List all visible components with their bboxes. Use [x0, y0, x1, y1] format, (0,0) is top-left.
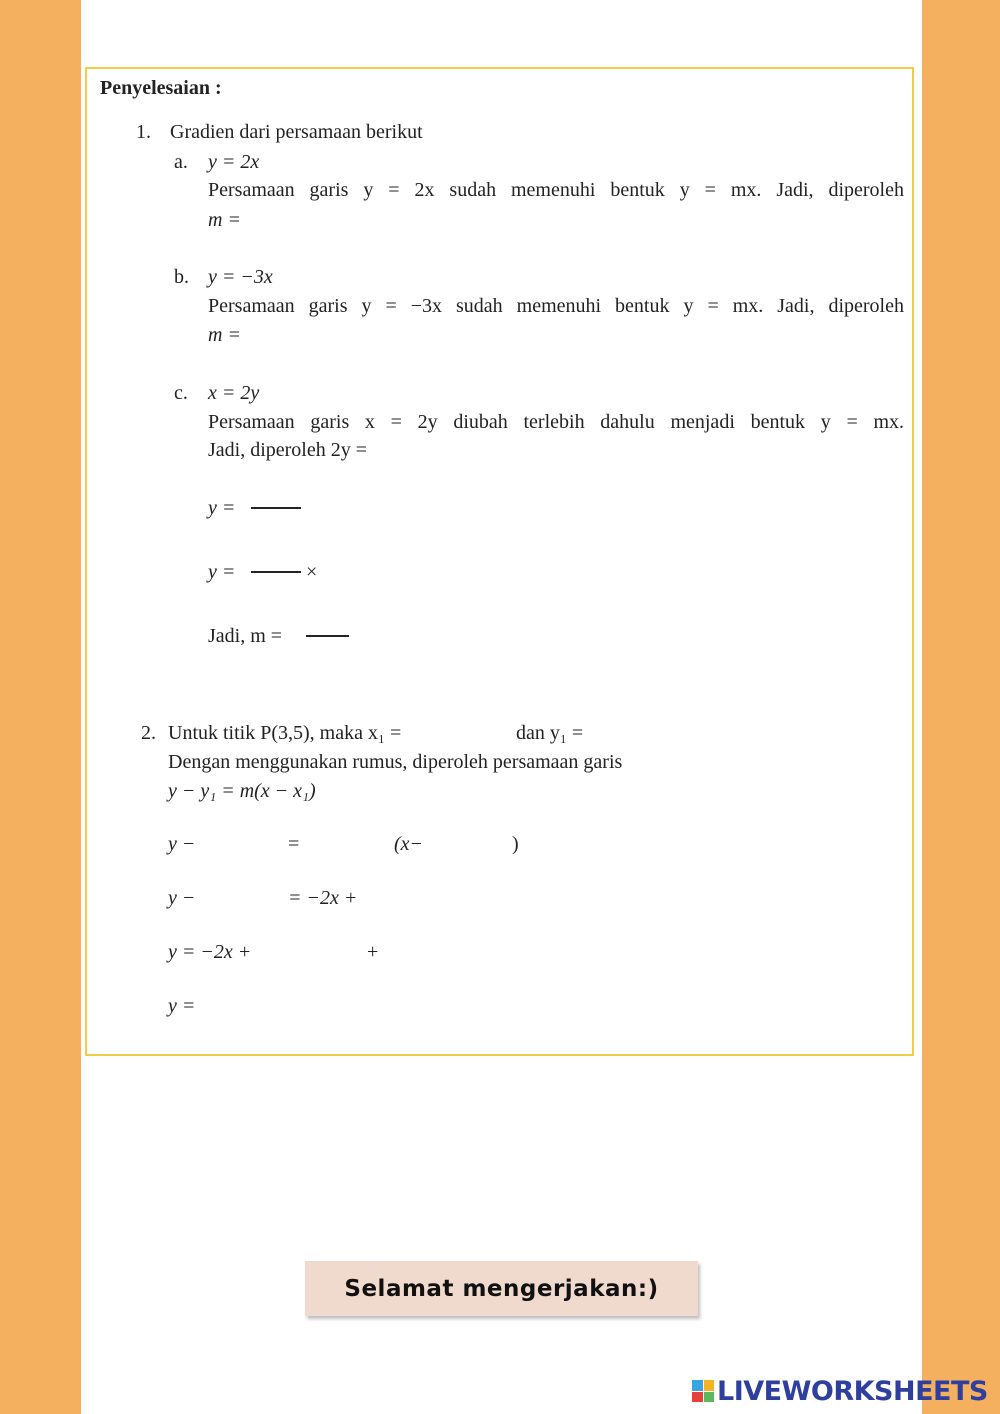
times-sign: ×: [306, 561, 318, 583]
q2-step1c: (x−: [394, 833, 424, 855]
liveworksheets-brand[interactable]: [692, 1376, 988, 1406]
fraction-line: [251, 571, 301, 573]
q2-line1a: Untuk titik P(3,5), maka x₁ =: [168, 722, 402, 744]
brand-name: LIVEWORKSHEETS: [717, 1375, 988, 1407]
q2-formula: y − y₁ = m(x − x₁): [168, 780, 316, 802]
left-margin-band: [0, 0, 81, 1414]
q1c-step2: y =: [208, 561, 236, 583]
q2-line2: Dengan menggunakan rumus, diperoleh persamaan garis: [168, 751, 623, 773]
q2-step2b: = −2x +: [288, 887, 358, 909]
q1a-label: a.: [174, 151, 188, 173]
q1b-label: b.: [174, 266, 189, 288]
q1c-step1: y =: [208, 497, 236, 519]
q1-title: Gradien dari persamaan berikut: [170, 121, 423, 143]
fraction-line: [251, 507, 301, 509]
q2-step3a: y = −2x +: [168, 941, 252, 963]
heading: Penyelesaian :: [100, 77, 222, 99]
q1a-answer-label: m =: [208, 209, 241, 231]
right-margin-band: [922, 0, 1000, 1414]
q2-line1b: dan y₁ =: [516, 722, 584, 744]
q1c-equation: x = 2y: [208, 382, 260, 404]
q2-step4: y =: [168, 995, 196, 1017]
q1-number: 1.: [136, 121, 151, 143]
q1b-answer-label: m =: [208, 324, 241, 346]
q2-step1b: =: [288, 833, 300, 855]
q2-step1a: y −: [168, 833, 196, 855]
q1a-text: Persamaan garis y = 2x sudah memenuhi bentuk y = mx. Jadi, diperoleh: [208, 179, 904, 201]
liveworksheets-logo-icon: [692, 1380, 714, 1402]
q1b-text: Persamaan garis y = −3x sudah memenuhi bentuk y = mx. Jadi, diperoleh: [208, 295, 904, 317]
q1a-equation: y = 2x: [208, 151, 260, 173]
q1c-label: c.: [174, 382, 188, 404]
q1c-text: Persamaan garis x = 2y diubah terlebih dahulu menjadi bentuk y = mx.: [208, 411, 904, 433]
closing-banner: [305, 1261, 698, 1316]
q1b-equation: y = −3x: [208, 266, 273, 288]
fraction-line: [306, 635, 349, 637]
q2-step1d: ): [512, 833, 519, 855]
q2-step3b: +: [367, 941, 379, 963]
banner-text: Selamat mengerjakan:): [344, 1275, 659, 1302]
q1c-conclusion: Jadi, m =: [208, 625, 283, 647]
q2-step2a: y −: [168, 887, 196, 909]
q2-number: 2.: [141, 722, 156, 744]
q1c-text2: Jadi, diperoleh 2y =: [208, 439, 368, 461]
